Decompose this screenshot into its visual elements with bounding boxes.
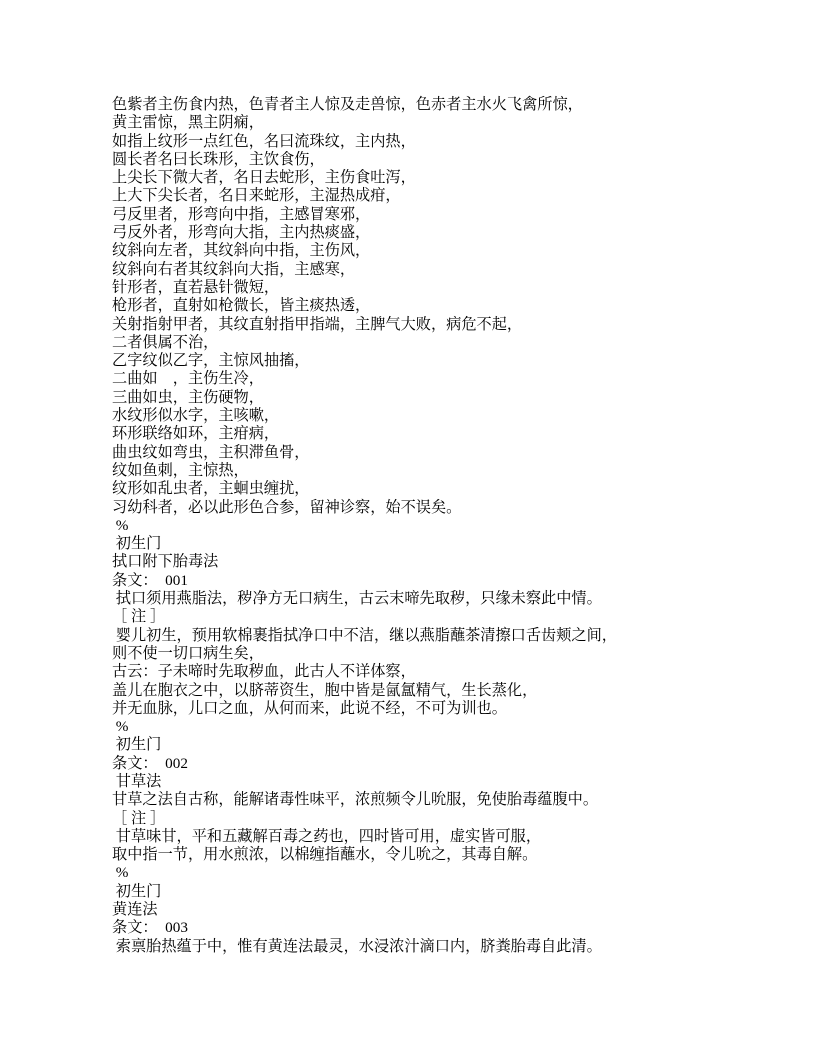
text-line: %	[112, 718, 129, 736]
text-line: 黄连法	[112, 901, 158, 919]
text-line: %	[112, 864, 129, 882]
text-line: 甘草法	[112, 772, 162, 790]
text-line: 纹如鱼刺，主惊热，	[112, 461, 249, 479]
text-line: 上尖长下微大者，名日去蛇形，主伤食吐泻，	[112, 169, 416, 187]
text-line: 初生门	[112, 882, 162, 900]
text-line: 水纹形似水字，主咳嗽，	[112, 407, 280, 425]
text-line: 索禀胎热蕴于中，惟有黄连法最灵，水浸浓汁滴口内，脐粪胎毒自此清。	[112, 937, 602, 955]
text-line: 二曲如 ，主伤生冷，	[112, 370, 264, 388]
text-line: 纹斜向右者其纹斜向大指，主感寒，	[112, 260, 355, 278]
text-line: 初生门	[112, 535, 162, 553]
text-line: 针形者，直若悬针微短，	[112, 278, 280, 296]
text-line: 条文： 001	[112, 571, 188, 589]
text-line: 初生门	[112, 736, 162, 754]
text-line: 纹形如乱虫者，主蛔虫缠扰，	[112, 480, 310, 498]
text-line: 圆长者名曰长珠形，主饮食伤，	[112, 150, 325, 168]
text-line: 弓反里者，形弯向中指，主感冒寒邪，	[112, 205, 371, 223]
text-line: 二者俱属不治，	[112, 333, 219, 351]
text-line: 条文： 003	[112, 919, 188, 937]
text-line: 上大下尖长者，名日来蛇形，主湿热成疳，	[112, 187, 401, 205]
text-line: 乙字纹似乙字，主惊风抽搐，	[112, 352, 310, 370]
text-line: 婴儿初生，预用软棉裹指拭净口中不洁，继以燕脂蘸茶清擦口舌齿颊之间，	[112, 626, 617, 644]
text-line: ［ 注 ］	[112, 809, 166, 827]
text-line: 条文： 002	[112, 754, 188, 772]
text-line: 枪形者，直射如枪微长，皆主痰热透，	[112, 297, 371, 315]
text-line: 拭口须用燕脂法，秽净方无口病生，古云末啼先取秽，只缘未察此中情。	[112, 590, 602, 608]
text-line: 取中指一节，用水煎浓，以棉缠指蘸水，令儿吮之，其毒自解。	[112, 846, 538, 864]
text-line: 弓反外者，形弯向大指，主内热痰盛，	[112, 224, 371, 242]
text-line: 黄主雷惊，黑主阴痫，	[112, 114, 264, 132]
text-line: 并无血脉，儿口之血，从何而来，此说不经，不可为训也。	[112, 699, 507, 717]
text-line: 如指上纹形一点红色，名曰流珠纹，主内热，	[112, 132, 416, 150]
text-line: 纹斜向左者，其纹斜向中指，主伤风，	[112, 242, 371, 260]
text-line: ［ 注 ］	[112, 608, 166, 626]
text-line: 拭口附下胎毒法	[112, 553, 219, 571]
text-line: 曲虫纹如弯虫，主积滞鱼骨，	[112, 443, 310, 461]
text-line: 色紫者主伤食内热，色青者主人惊及走兽惊，色赤者主水火飞禽所惊，	[112, 96, 583, 113]
text-line: 甘草之法自古称，能解诸毒性味平，浓煎频令儿吮服，免使胎毒蕴腹中。	[112, 791, 598, 809]
text-line: %	[112, 516, 129, 534]
text-line: 习幼科者，必以此形色合参，留神诊察，始不误矣。	[112, 498, 462, 516]
text-line: 三曲如虫，主伤硬物，	[112, 388, 264, 406]
text-line: 甘草味甘，平和五藏解百毒之药也，四时皆可用，虚实皆可服，	[112, 827, 542, 845]
text-line: 则不使一切口病生矣，	[112, 644, 264, 662]
text-block	[112, 96, 712, 956]
text-line: 古云：子未啼时先取秽血，此古人不详体察，	[112, 663, 416, 681]
text-line: 关射指射甲者，其纹直射指甲指端，主脾气大败，病危不起，	[112, 315, 523, 333]
text-line: 盖儿在胞衣之中，以脐蒂资生，胞中皆是氤氲精气，生长蒸化，	[112, 681, 538, 699]
text-line: 环形联络如环，主疳病，	[112, 425, 280, 443]
